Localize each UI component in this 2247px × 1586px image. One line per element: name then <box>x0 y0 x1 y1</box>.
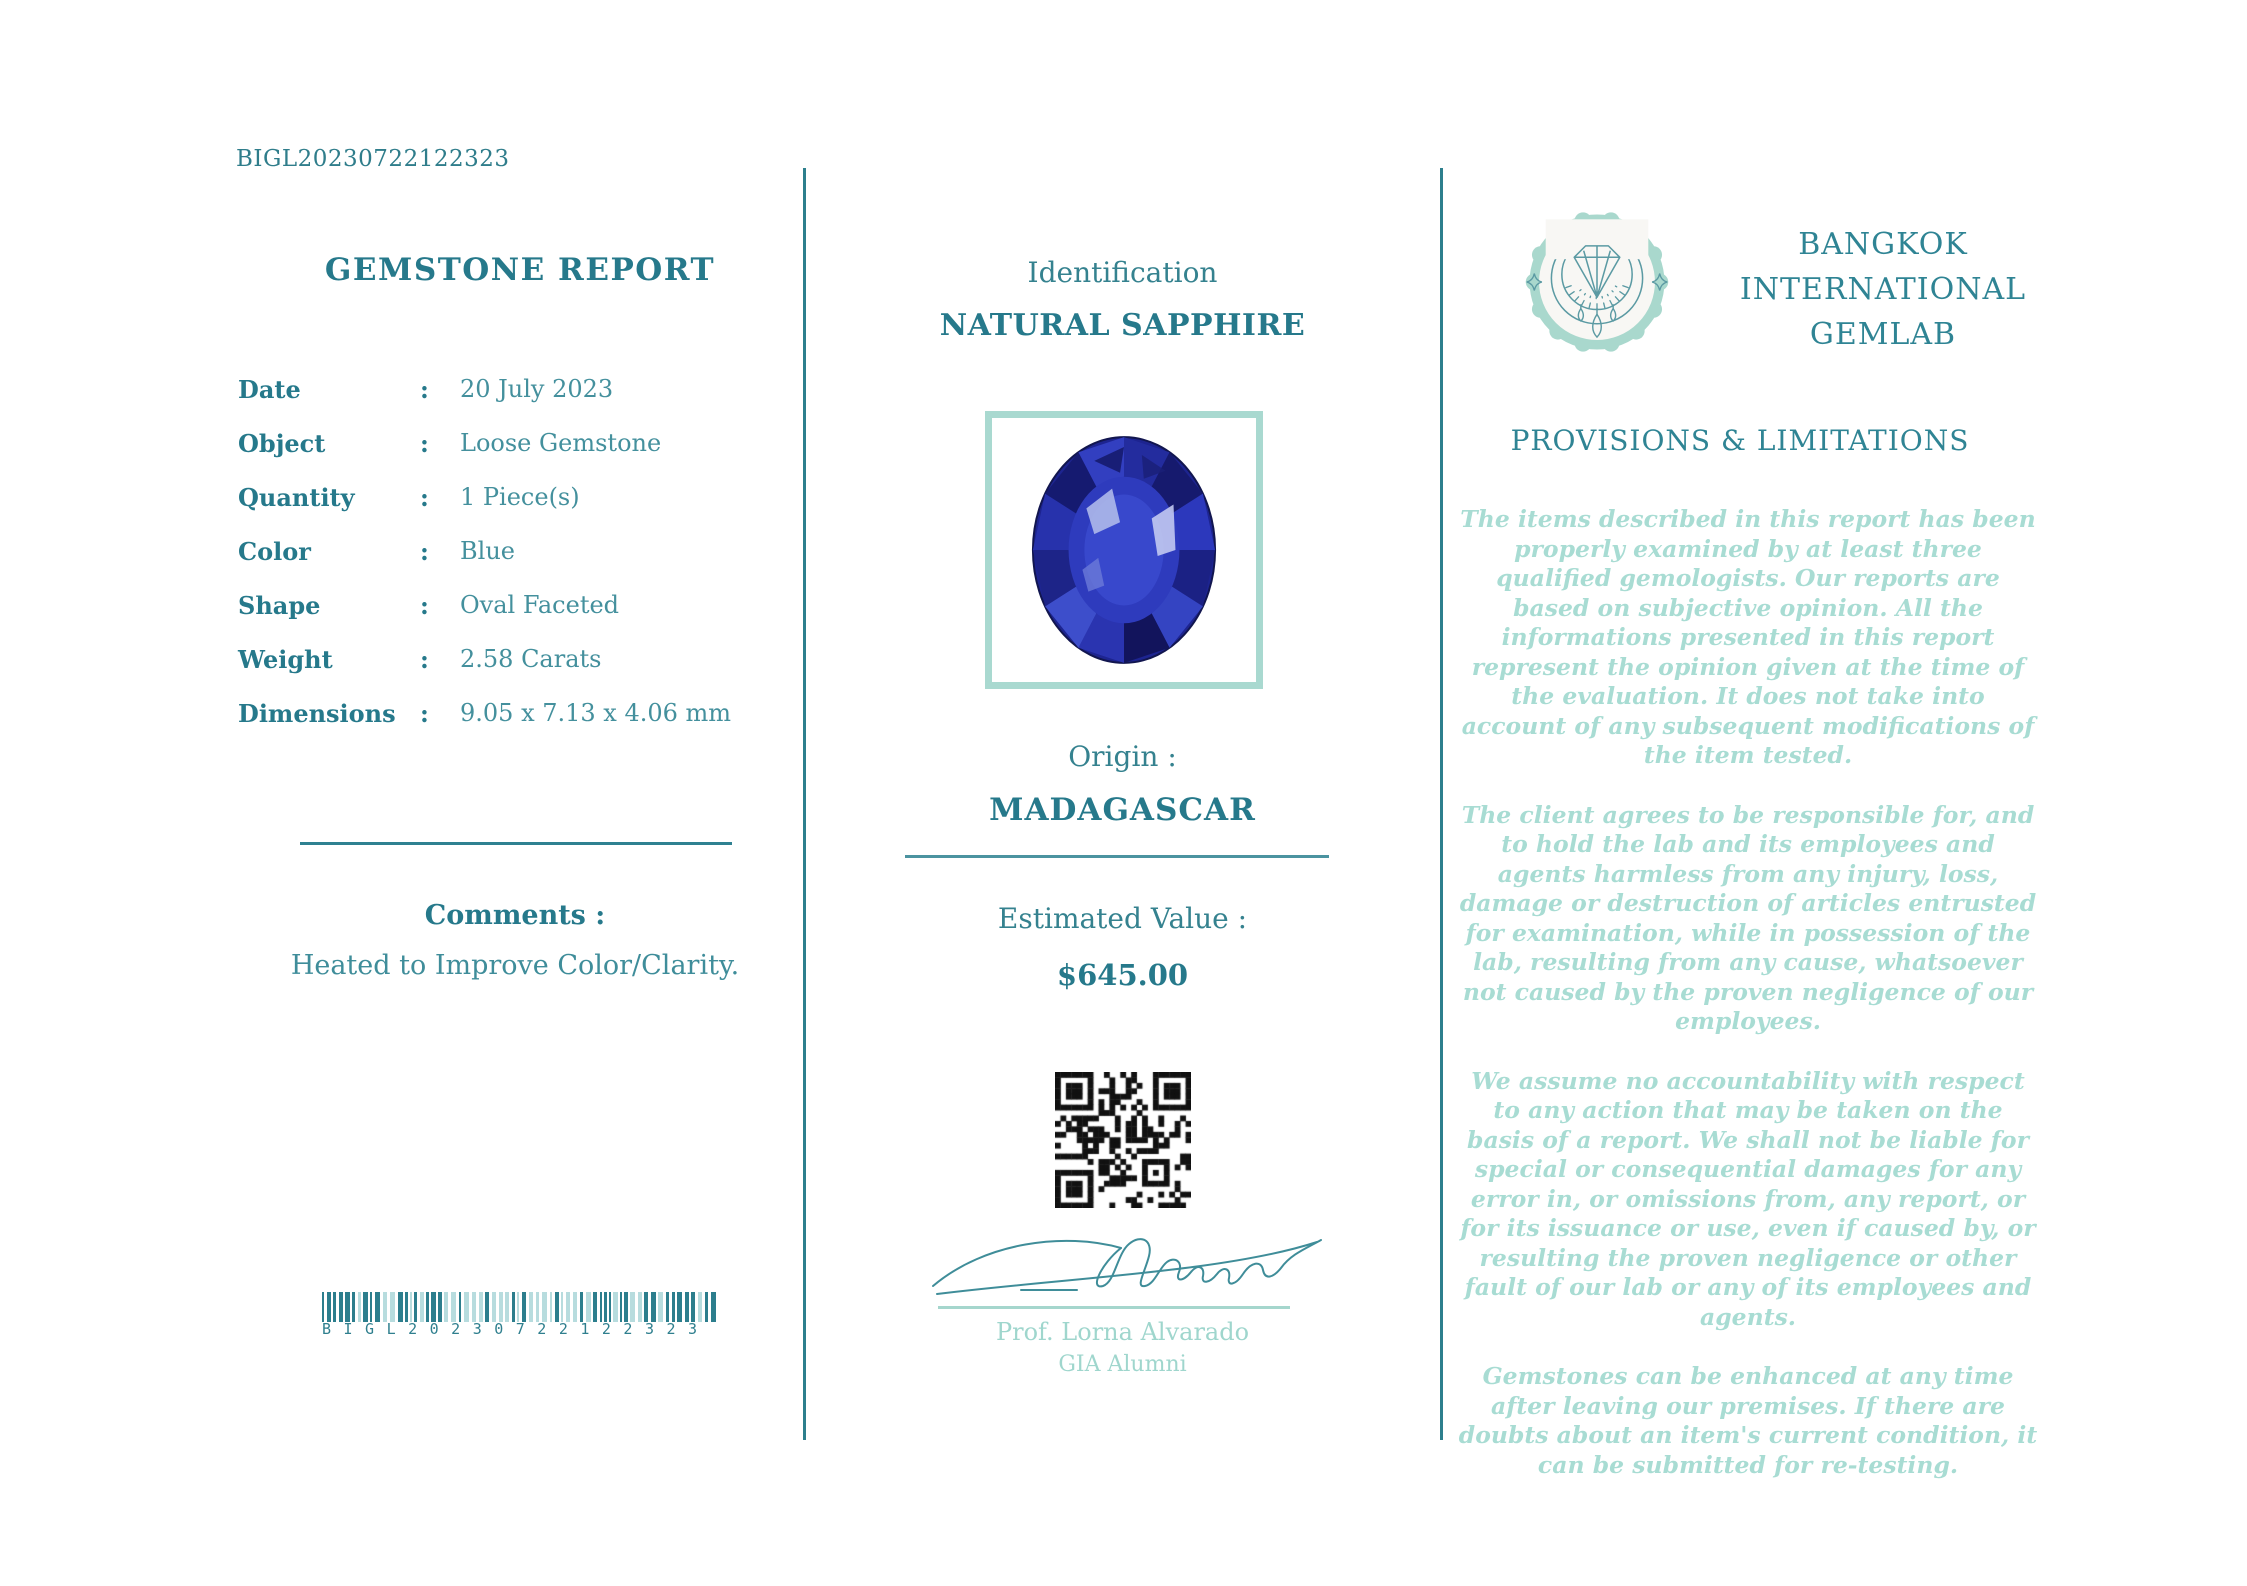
provisions-paragraphs <box>1458 505 2038 1510</box>
field-colon: : <box>420 428 429 458</box>
estimated-value-amount: $645.00 <box>1056 958 1189 992</box>
comments-text: Heated to Improve Color/Clarity. <box>290 950 740 981</box>
column-divider-right <box>1440 168 1443 1440</box>
signer-name: Prof. Lorna Alvarado <box>995 1318 1250 1346</box>
field-row-object <box>238 416 813 470</box>
identification-heading: Identification <box>1027 256 1218 289</box>
report-serial-number: BIGL20230722122323 <box>236 146 510 172</box>
field-label: Weight <box>238 644 333 674</box>
comments-heading: Comments : <box>424 900 606 931</box>
qr-code <box>1055 1072 1191 1208</box>
provisions-paragraph: Gemstones can be enhanced at any time after leaving our premises. If there are doubts about an item's current condition, it can be submitted for re-testing. <box>1458 1362 2038 1479</box>
field-row-shape <box>238 578 813 632</box>
field-row-date <box>238 362 813 416</box>
sapphire-gem-image <box>1025 431 1223 669</box>
qr-code-canvas <box>1055 1072 1191 1208</box>
origin-heading: Origin : <box>1068 740 1177 773</box>
field-label: Shape <box>238 590 321 620</box>
field-colon: : <box>420 374 429 404</box>
field-row-weight <box>238 632 813 686</box>
field-value: 1 Piece(s) <box>460 483 580 511</box>
lab-logo-badge-icon <box>1521 206 1673 358</box>
field-colon: : <box>420 536 429 566</box>
column-divider-left <box>803 168 806 1440</box>
report-title: GEMSTONE REPORT <box>324 252 716 288</box>
field-row-dimensions <box>238 686 813 740</box>
field-colon: : <box>420 698 429 728</box>
gem-name: NATURAL SAPPHIRE <box>939 308 1306 343</box>
barcode-bars <box>322 1292 718 1322</box>
field-value: 20 July 2023 <box>460 375 614 403</box>
field-value: Loose Gemstone <box>460 429 662 457</box>
field-row-quantity <box>238 470 813 524</box>
lab-name <box>1688 222 2078 357</box>
field-label: Color <box>238 536 311 566</box>
field-colon: : <box>420 590 429 620</box>
field-value: Blue <box>460 537 515 565</box>
field-value: 2.58 Carats <box>460 645 602 673</box>
field-value: Oval Faceted <box>460 591 620 619</box>
field-value: 9.05 x 7.13 x 4.06 mm <box>460 699 732 727</box>
provisions-paragraph: The items described in this report has been properly examined by at least three qualified gemologists. Our reports are based on subjective opinion. All the informations presented in this report represent the opinion given at the time of the evaluation. It does not take into account of any subsequent modifications of the item tested. <box>1460 505 2036 769</box>
provisions-paragraph: We assume no accountability with respect to any action that may be taken on the basis of a report. We shall not be liable for special or consequential damages for any error in, or omissions from, any report, or for its issuance or use, even if caused by, or resulting the proven negligence or other fault of our lab or any of its employees and agents. <box>1460 1066 2036 1331</box>
origin-value: MADAGASCAR <box>989 792 1256 828</box>
field-label: Dimensions <box>238 698 396 728</box>
signature <box>925 1222 1335 1304</box>
lab-name-line: BANGKOK <box>1798 227 1968 262</box>
barcode <box>322 1292 718 1338</box>
field-label: Quantity <box>238 482 355 512</box>
field-colon: : <box>420 482 429 512</box>
gemstone-photo-frame <box>985 411 1263 689</box>
field-label: Object <box>238 428 326 458</box>
divider-line <box>300 842 732 845</box>
signature-line <box>938 1306 1290 1309</box>
lab-name-line: INTERNATIONAL <box>1739 272 2027 307</box>
provisions-paragraph: The client agrees to be responsible for, and to hold the lab and its employees and agents harmless from any injury, loss, damage or destruction of articles entrusted for examination, while in possession of the lab, resulting from any cause, whatsoever not caused by the proven negligence of our employees. <box>1459 800 2037 1035</box>
field-label: Date <box>238 374 301 404</box>
provisions-heading: PROVISIONS & LIMITATIONS <box>1510 424 1970 457</box>
divider-line <box>905 855 1329 858</box>
report-fields <box>238 362 813 740</box>
field-colon: : <box>420 644 429 674</box>
estimated-value-heading: Estimated Value : <box>997 902 1248 935</box>
lab-name-line: GEMLAB <box>1809 317 1957 352</box>
field-row-color <box>238 524 813 578</box>
signer-credential: GIA Alumni <box>1058 1352 1187 1377</box>
barcode-text: BIGL20230722122323 <box>322 1320 718 1338</box>
